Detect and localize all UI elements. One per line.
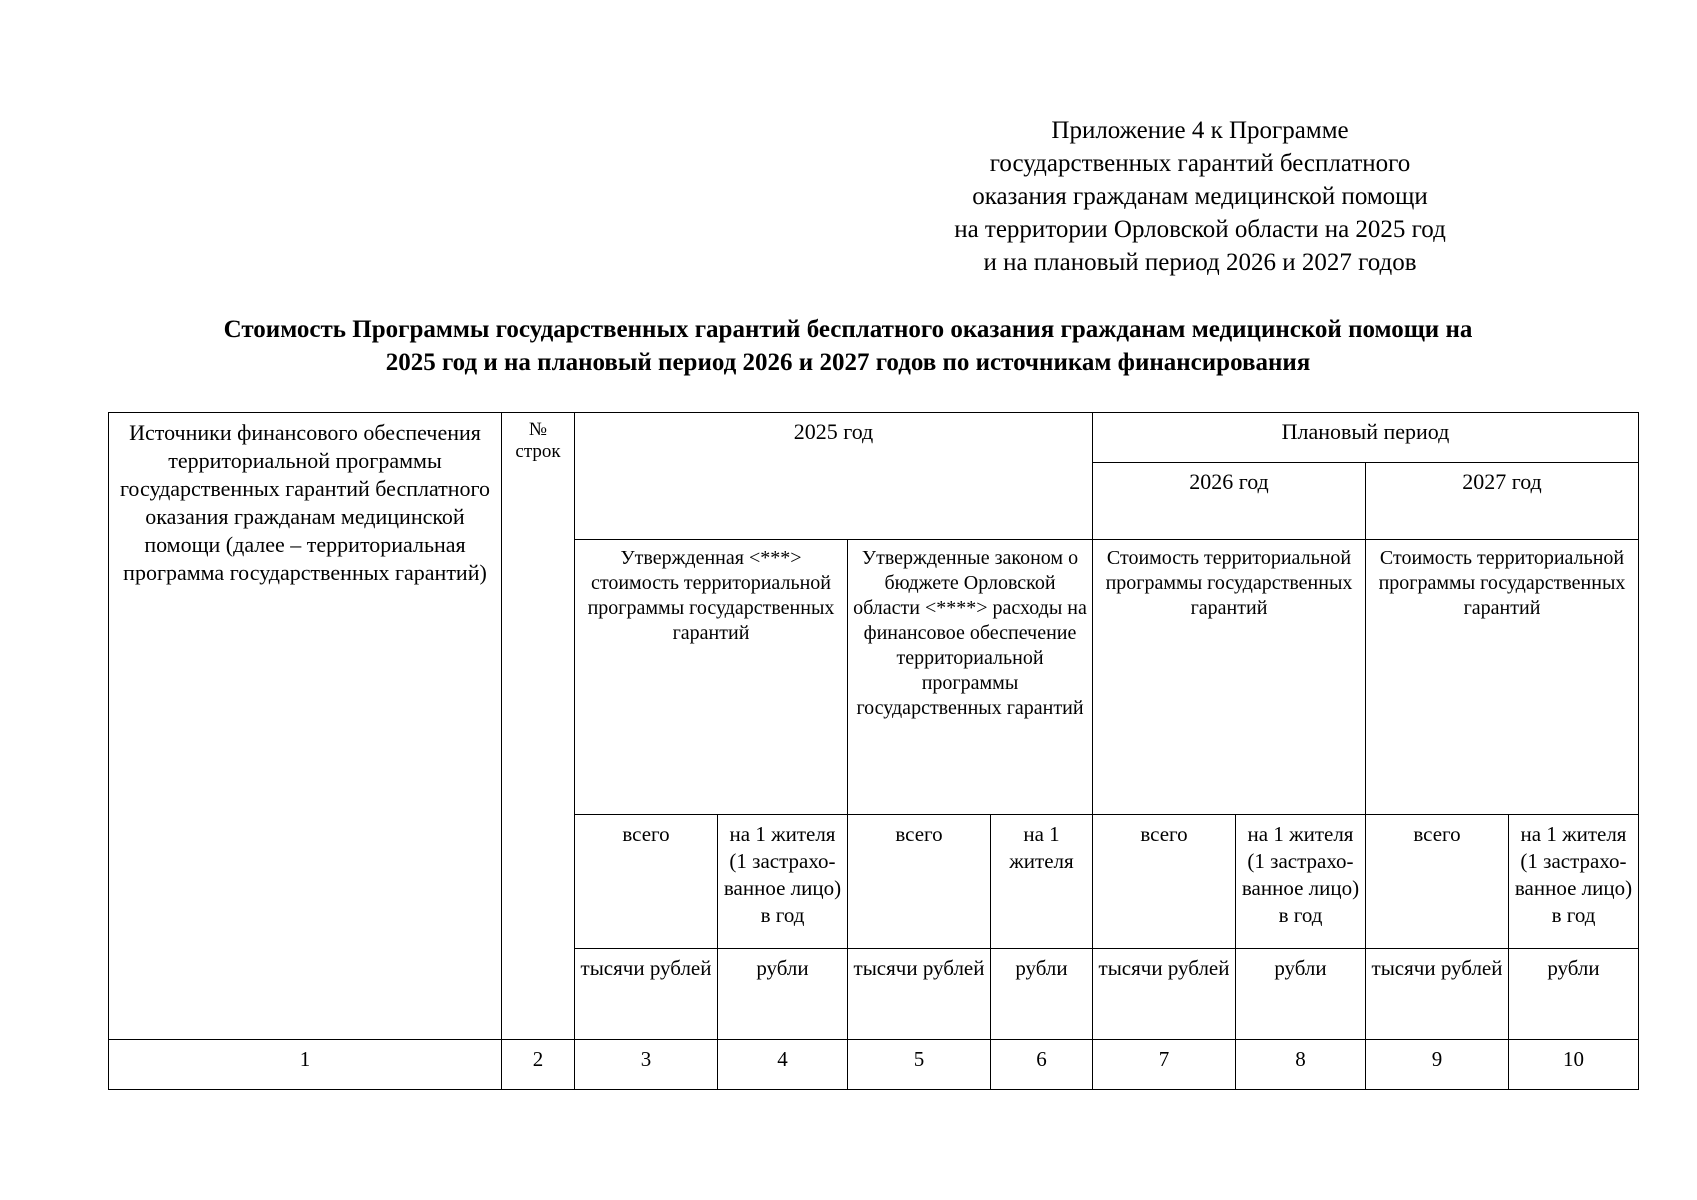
appendix-line: государственных гарантий бесплатного [989,150,1411,177]
cost-2027-header: Стоимость территориальной программы государственных гарантий [1366,540,1639,815]
approved-cost-header: Утвержденная <***> стоимость территориальной программы государственных гарантий [575,540,848,815]
column-index: 5 [848,1040,991,1090]
unit-thousand-rub: тысячи рублей [1093,949,1236,1040]
sources-header: Источники финансового обеспечения территориальной программы государственных гарантий бесплатного оказания гражданам медицинской помощи (далее – территориальная программа государственных гарантий) [109,413,502,1040]
appendix-header [940,114,1460,279]
column-index: 2 [502,1040,575,1090]
title-line: Стоимость Программы государственных гарантий бесплатного оказания гражданам медицинской помощи на [223,316,1473,343]
unit-thousand-rub: тысячи рублей [575,949,718,1040]
column-index: 10 [1509,1040,1639,1090]
budget-law-expenses-header: Утвержденные законом о бюджете Орловской области <****> расходы на финансовое обеспечение территориальной программы государственных гарантий [848,540,1093,815]
per-resident-insured-header: на 1 жителя (1 застрахо-ванное лицо) в год [1509,815,1639,949]
appendix-line: Приложение 4 к Программе [1051,117,1349,144]
row-number-header: № строк [502,413,575,1040]
unit-thousand-rub: тысячи рублей [848,949,991,1040]
year-2027-header: 2027 год [1366,463,1639,540]
total-header: всего [848,815,991,949]
appendix-line: оказания гражданам медицинской помощи [972,183,1428,210]
per-resident-insured-header: на 1 жителя (1 застрахо-ванное лицо) в год [1236,815,1366,949]
unit-rub: рубли [991,949,1093,1040]
unit-thousand-rub: тысячи рублей [1366,949,1509,1040]
unit-rub: рубли [1509,949,1639,1040]
appendix-line: и на плановый период 2026 и 2027 годов [983,249,1417,276]
column-index-row [109,1040,1639,1090]
unit-rub: рубли [1236,949,1366,1040]
appendix-line: на территории Орловской области на 2025 год [954,216,1446,243]
year-2026-header: 2026 год [1093,463,1366,540]
column-index: 8 [1236,1040,1366,1090]
column-index: 1 [109,1040,502,1090]
column-index: 7 [1093,1040,1236,1090]
column-index: 6 [991,1040,1093,1090]
header-row-1 [109,413,1639,463]
financing-table [108,412,1639,1090]
column-index: 9 [1366,1040,1509,1090]
column-index: 4 [718,1040,848,1090]
planning-period-header: Плановый период [1093,413,1639,463]
title-line: 2025 год и на плановый период 2026 и 2027 годов по источникам финансирования [385,349,1311,376]
column-index: 3 [575,1040,718,1090]
per-resident-header: на 1 жителя [991,815,1093,949]
total-header: всего [575,815,718,949]
year-2025-header: 2025 год [575,413,1093,540]
unit-rub: рубли [718,949,848,1040]
total-header: всего [1366,815,1509,949]
document-title [108,313,1588,379]
total-header: всего [1093,815,1236,949]
per-resident-insured-header: на 1 жителя (1 застрахо-ванное лицо) в год [718,815,848,949]
cost-2026-header: Стоимость территориальной программы государственных гарантий [1093,540,1366,815]
